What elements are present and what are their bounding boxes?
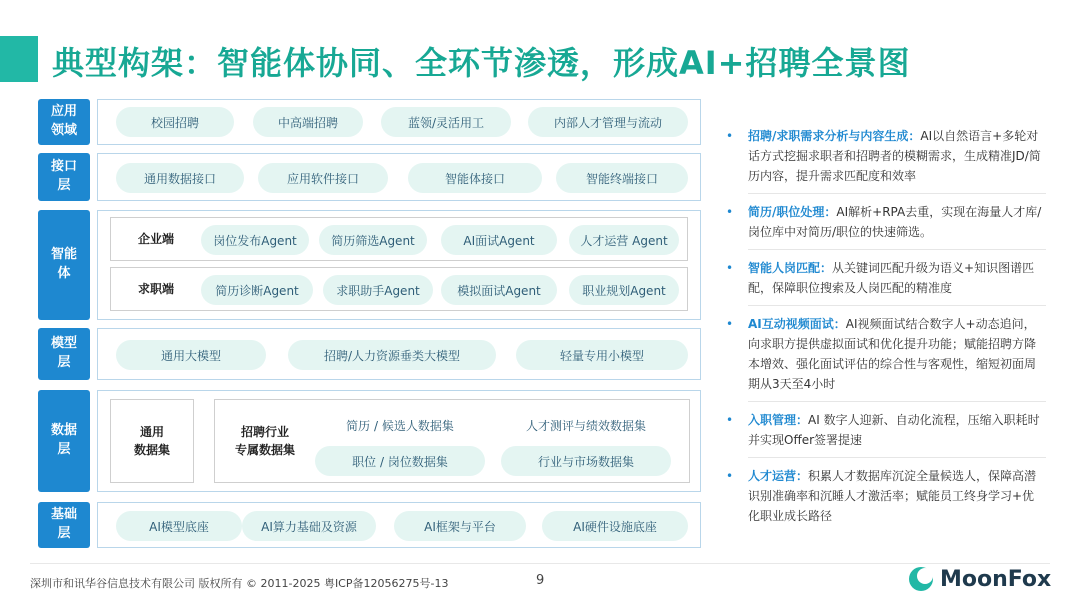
footer-copyright: 深圳市和讯华谷信息技术有限公司 版权所有 © 2011-2025 粤ICP备12056275号-13 [30, 577, 449, 590]
general-dataset-box [110, 399, 194, 483]
pill-market-dataset: 行业与市场数据集 [501, 446, 671, 476]
layer-label-base: 基础 层 [38, 502, 90, 548]
layer-application [97, 99, 701, 145]
bullet-dot-icon: • [726, 129, 734, 143]
bullet-item [726, 126, 1046, 186]
layer-data [97, 390, 701, 492]
bullet-keyword: 入职管理： [748, 413, 809, 427]
bullet-text: AI 数字人迎新、自动化流程，压缩入职耗时并实现Offer签署提速 [748, 413, 1040, 447]
pill-ai-compute: AI算力基础及资源 [242, 511, 376, 541]
pill-vertical-llm: 招聘/人力资源垂类大模型 [288, 340, 496, 370]
layer-label-agent: 智能 体 [38, 210, 90, 320]
layer-label-application: 应用 领域 [38, 99, 90, 145]
divider [748, 305, 1046, 306]
bullet-list [726, 126, 1046, 526]
enterprise-side-box [110, 217, 688, 261]
layer-model [97, 328, 701, 380]
bullet-dot-icon: • [726, 205, 734, 219]
general-dataset-label: 通用 数据集 [133, 425, 170, 457]
pill-app-software-interface: 应用软件接口 [258, 163, 388, 193]
bullet-text: 积累人才数据库沉淀全量候选人，保障高潜识别准确率和沉睡人才激活率；赋能员工终身学习+优化职业成长路径 [748, 469, 1037, 523]
pill-resume-diagnosis-agent: 简历诊断Agent [201, 275, 313, 305]
bullet-dot-icon: • [726, 469, 734, 483]
pill-agent-interface: 智能体接口 [408, 163, 542, 193]
divider [748, 457, 1046, 458]
pill-talent-ops-agent: 人才运营 Agent [569, 225, 679, 255]
pill-ai-framework: AI框架与平台 [394, 511, 526, 541]
page-title: 典型构架：智能体协同、全环节渗透，形成AI+招聘全景图 [52, 44, 911, 82]
page-number: 9 [536, 573, 545, 588]
pill-career-planning-agent: 职业规划Agent [569, 275, 679, 305]
title-accent-bar [0, 36, 38, 82]
bullet-text: AI视频面试结合数字人+动态追问，向求职方提供虚拟面试和优化提升功能；赋能招聘方降本增效、强化面试评估的综合性与客观性，缩短初面周期从3天至4小时 [748, 317, 1037, 391]
pill-resume-dataset: 简历 / 候选人数据集 [315, 410, 485, 440]
pill-internal-talent: 内部人才管理与流动 [528, 107, 688, 137]
pill-ai-model-base: AI模型底座 [116, 511, 242, 541]
bullet-keyword: 智能人岗匹配： [748, 261, 833, 275]
pill-job-posting-agent: 岗位发布Agent [201, 225, 309, 255]
moonfox-logo [908, 566, 1051, 592]
bullet-dot-icon: • [726, 261, 734, 275]
layer-label-model: 模型 层 [38, 328, 90, 380]
pill-small-model: 轻量专用小模型 [516, 340, 688, 370]
pill-general-llm: 通用大模型 [116, 340, 266, 370]
pill-campus-recruiting: 校园招聘 [116, 107, 234, 137]
pill-resume-screening-agent: 简历筛选Agent [319, 225, 427, 255]
bullet-keyword: 招聘/求职需求分析与内容生成： [748, 129, 921, 143]
jobseeker-side-box [110, 267, 688, 311]
moonfox-logo-text: MoonFox [940, 566, 1052, 592]
bullet-item [726, 466, 1046, 526]
pill-general-data-interface: 通用数据接口 [116, 163, 244, 193]
layer-agent [97, 210, 701, 320]
divider [748, 193, 1046, 194]
bullet-item [726, 202, 1046, 242]
bullet-keyword: 简历/职位处理： [748, 205, 837, 219]
divider [748, 249, 1046, 250]
pill-ai-hardware: AI硬件设施底座 [542, 511, 688, 541]
bullet-item [726, 258, 1046, 298]
footer-divider [30, 563, 1050, 564]
moonfox-logo-icon [908, 566, 934, 592]
jobseeker-side-label: 求职端 [137, 282, 174, 296]
bullet-dot-icon: • [726, 317, 734, 331]
pill-assessment-dataset: 人才测评与绩效数据集 [501, 410, 671, 440]
enterprise-side-label: 企业端 [137, 232, 174, 246]
bullet-keyword: 人才运营： [748, 469, 809, 483]
divider [748, 401, 1046, 402]
bullet-item [726, 410, 1046, 450]
bullet-text: 从关键词匹配升级为语义+知识图谱匹配，保障职位搜索及人岗匹配的精准度 [748, 261, 1035, 295]
bullet-keyword: AI互动视频面试： [748, 317, 846, 331]
layer-base [97, 502, 701, 548]
industry-dataset-box [214, 399, 690, 483]
pill-mid-high-recruiting: 中高端招聘 [253, 107, 363, 137]
pill-ai-interview-agent: AI面试Agent [441, 225, 557, 255]
bullet-item [726, 314, 1046, 394]
pill-job-assistant-agent: 求职助手Agent [323, 275, 433, 305]
pill-position-dataset: 职位 / 岗位数据集 [315, 446, 485, 476]
layer-label-interface: 接口 层 [38, 153, 90, 201]
bullet-text: AI解析+RPA去重，实现在海量人才库/岗位库中对简历/职位的快速筛选。 [748, 205, 1042, 239]
pill-mock-interview-agent: 模拟面试Agent [441, 275, 557, 305]
industry-dataset-label: 招聘行业 专属数据集 [234, 425, 295, 457]
bullet-text: AI以自然语言+多轮对话方式挖掘求职者和招聘者的模糊需求，生成精准JD/简历内容，提升需求匹配度和效率 [748, 129, 1041, 183]
pill-blue-collar: 蓝领/灵活用工 [381, 107, 511, 137]
layer-interface [97, 153, 701, 201]
bullet-dot-icon: • [726, 413, 734, 427]
layer-label-data: 数据 层 [38, 390, 90, 492]
pill-terminal-interface: 智能终端接口 [556, 163, 688, 193]
